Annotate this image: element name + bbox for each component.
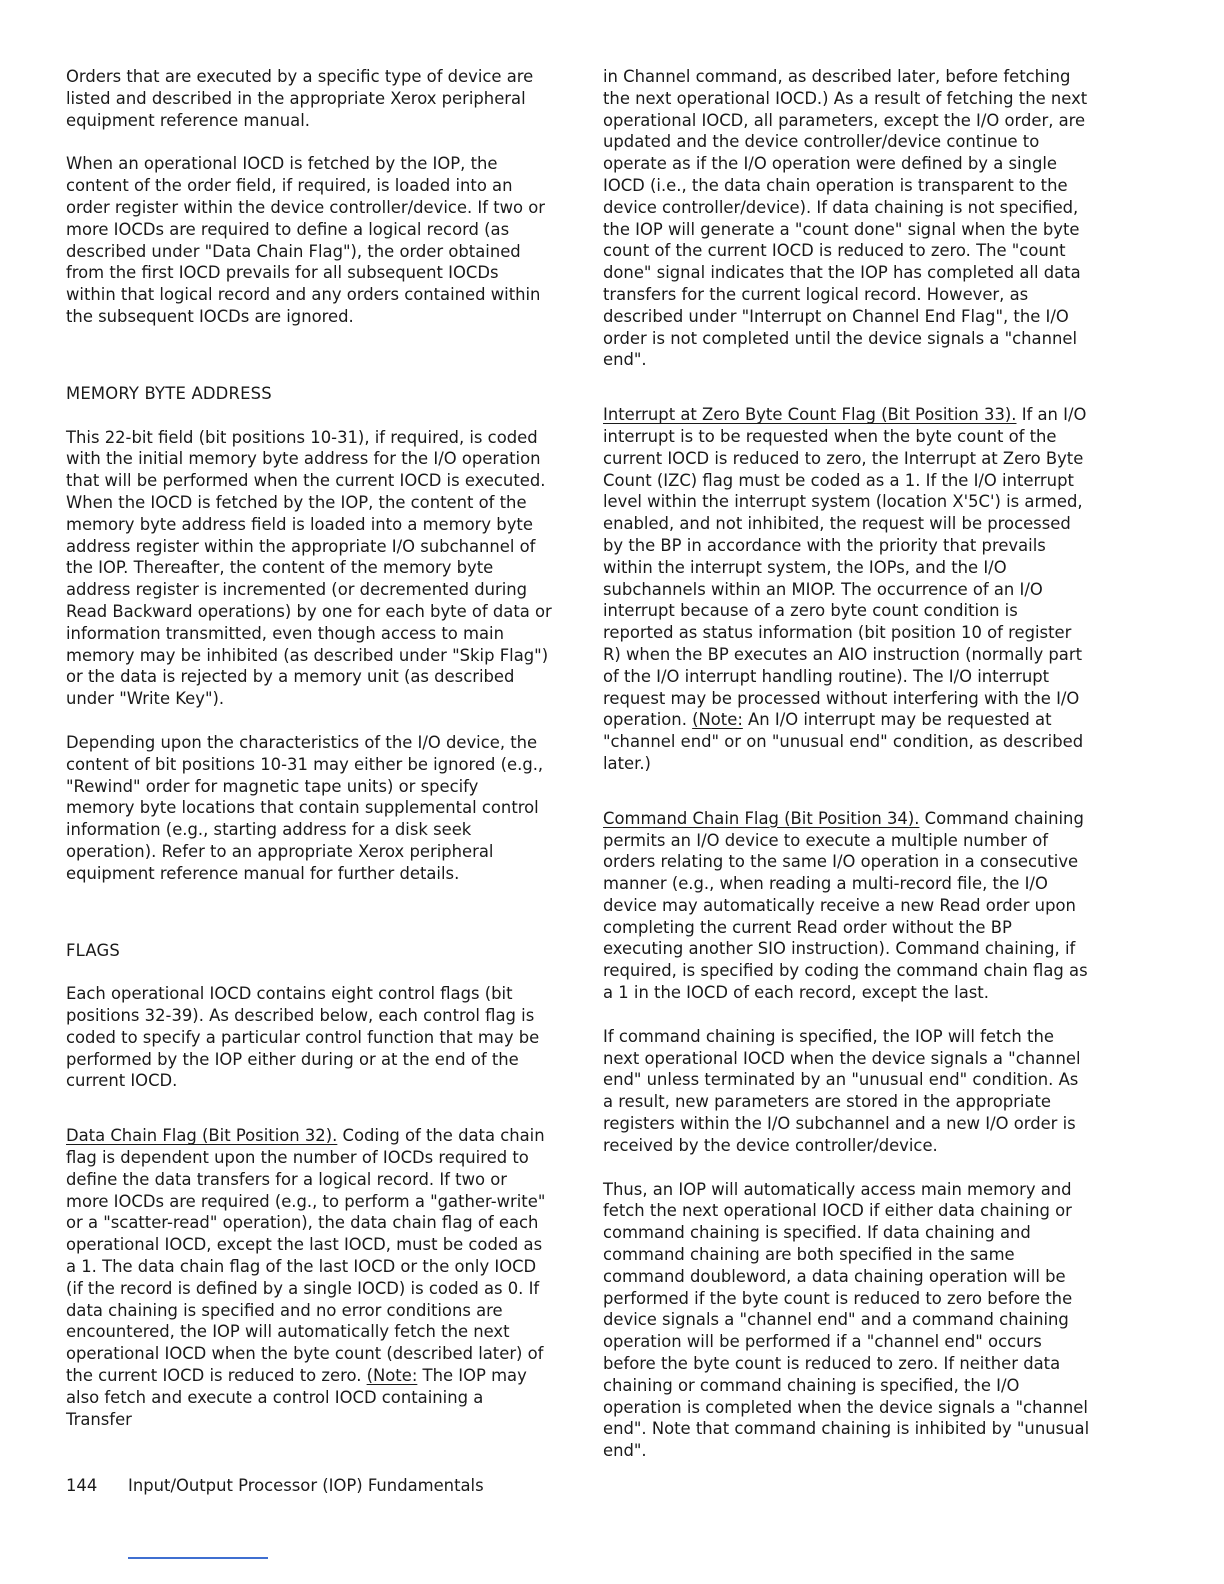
order-field-paragraph: When an operational IOCD is fetched by the IOP, the content of the order field, if required, is loaded into an order register within the device controller/device. If two or more IOCDs are required to define a logical record (as described under "Data Chain Flag"), the order obtained from the first IOCD prevails for all subsequent IOCDs within that logical record and any orders contained within the subsequent IOCDs are ignored. xyxy=(66,154,546,326)
data-chain-continuation-paragraph: in Channel command, as described later, before fetching the next operational IOCD.) As a result of fetching the next operational IOCD, all parameters, except the I/O order, are updated and the device controller/device continue to operate as if the I/O operation were defined by a single IOCD (i.e., the data chain operation is transparent to the device controller/device). If data chaining is not specified, the IOP will generate a "count done" signal when the byte count of the current IOCD is reduced to zero. The "count done" signal indicates that the IOP has completed all data transfers for the current logical record. However, as described under "Interrupt on Channel End Flag", the I/O order is not completed until the device signals a "channel end". xyxy=(603,67,1088,370)
flags-paragraph: Each operational IOCD contains eight control flags (bit positions 32-39). As described below, each control flag is coded to specify a particular control function that may be performed by the IOP either during or at the end of the current IOCD. xyxy=(66,984,540,1091)
izc-note-label: (Note: xyxy=(692,710,743,730)
data-chain-flag-paragraph xyxy=(66,1125,552,1430)
right-column xyxy=(603,66,1093,1462)
command-chaining-specified-paragraph: If command chaining is specified, the IOP will fetch the next operational IOCD when the device signals a "channel end" unless terminated by an "unusual end" condition. As a result, new parameters are stored in the appropriate registers within the I/O subchannel and a new I/O order is received by the device controller/device. xyxy=(603,1026,1081,1155)
scan-artifact-line xyxy=(128,1557,268,1559)
bit-positions-paragraph: Depending upon the characteristics of the I/O device, the content of bit positions 10-31 may either be ignored (e.g., "Rewind" order for magnetic tape units) or specify memory byte locations that contain supplemental control information (e.g., starting address for a disk seek operation). Refer to an appropriate Xerox peripheral equipment reference manual for further details. xyxy=(66,732,544,883)
memory-byte-address-heading: MEMORY BYTE ADDRESS xyxy=(66,383,272,403)
command-chain-flag-body: Command chaining permits an I/O device to execute a multiple number of orders relating to the same I/O operation in a consecutive manner (e.g., when reading a multi-record file, the I/O device may automatically receive a new Read order upon completing the current Read order without the BP executing another SIO instruction). Command chaining, if required, is specified by coding the command chain flag as a 1 in the IOCD of each record, except the last. xyxy=(603,808,1088,1003)
data-chain-note-label: (Note: xyxy=(366,1366,418,1386)
left-column xyxy=(66,66,552,1430)
izc-note-text: An I/O interrupt may be requested at "channel end" or on "unusual end" condition, as described later.) xyxy=(603,710,1084,773)
izc-flag-paragraph xyxy=(603,404,1093,775)
izc-flag-body: If an I/O interrupt is to be requested when the byte count of the current IOCD is reduced to zero, the Interrupt at Zero Byte Count (IZC) flag must be coded as a 1. If the I/O interrupt level within the interrupt system (location X'5C') is armed, enabled, and not inhibited, the request will be processed by the BP in accordance with the priority that prevails within the interrupt system, the IOPs, and the I/O subchannels within an MIOP. The occurrence of an I/O interrupt because of a zero byte count condition is reported as status information (bit position 10 of register R) when the BP executes an AIO instruction (normally part of the I/O interrupt handling routine). The I/O interrupt request may be processed without interfering with the I/O operation. xyxy=(603,405,1087,730)
data-chain-flag-body: Coding of the data chain flag is dependent upon the number of IOCDs required to define the data transfers for a logical record. If two or more IOCDs are required (e.g., to perform a "gather-write" or a "scatter-read" operation), the data chain flag of each operational IOCD, except the last IOCD, must be coded as a 1. The data chain flag of the last IOCD or the only IOCD (if the record is defined by a single IOCD) is coded as 0. If data chaining is specified and no error conditions are encountered, the IOP will automatically fetch the next operational IOCD when the byte count (described later) of the current IOCD is reduced to zero. xyxy=(66,1126,546,1386)
memory-byte-address-paragraph: This 22-bit field (bit positions 10-31), if required, is coded with the initial memory byte address for the I/O operation that will be performed when the current IOCD is executed. When the IOCD is fetched by the IOP, the content of the memory byte address field is loaded into a memory byte address register within the appropriate I/O subchannel of the IOP. Thereafter, the content of the memory byte address register is incremented (or decremented during Read Backward operations) by one for each byte of data or information transmitted, even though access to main memory may be inhibited (as described under "Skip Flag") or the data is rejected by a memory unit (as described under "Write Key"). xyxy=(66,427,552,709)
chaining-summary-paragraph: Thus, an IOP will automatically access main memory and fetch the next operational IOCD if either data chaining or command chaining is specified. If data chaining and command chaining are both specified in the same command doubleword, a data chaining operation will be performed if the byte count is reduced to zero before the device signals a "channel end" and a command chaining operation will be performed if a "channel end" occurs before the byte count is reduced to zero. If neither data chaining or command chaining is specified, the I/O operation is completed when the device signals a "channel end". Note that command chaining is inhibited by "unusual end". xyxy=(603,1179,1090,1461)
data-chain-note-text: The IOP may also fetch and execute a control IOCD containing a Transfer xyxy=(66,1366,527,1429)
page-number: 144 xyxy=(66,1476,98,1495)
footer-title: Input/Output Processor (IOP) Fundamentals xyxy=(128,1476,484,1495)
command-chain-flag-title: Command Chain Flag (Bit Position 34). xyxy=(603,808,920,828)
page-footer xyxy=(66,1476,484,1495)
order-devices-paragraph: Orders that are executed by a specific type of device are listed and described in the appropriate Xerox peripheral equipment reference manual. xyxy=(66,67,534,130)
data-chain-flag-title: Data Chain Flag (Bit Position 32). xyxy=(66,1126,338,1146)
izc-flag-title: Interrupt at Zero Byte Count Flag (Bit Position 33). xyxy=(603,405,1017,425)
command-chain-flag-paragraph xyxy=(603,808,1093,1004)
flags-heading: FLAGS xyxy=(66,940,120,960)
